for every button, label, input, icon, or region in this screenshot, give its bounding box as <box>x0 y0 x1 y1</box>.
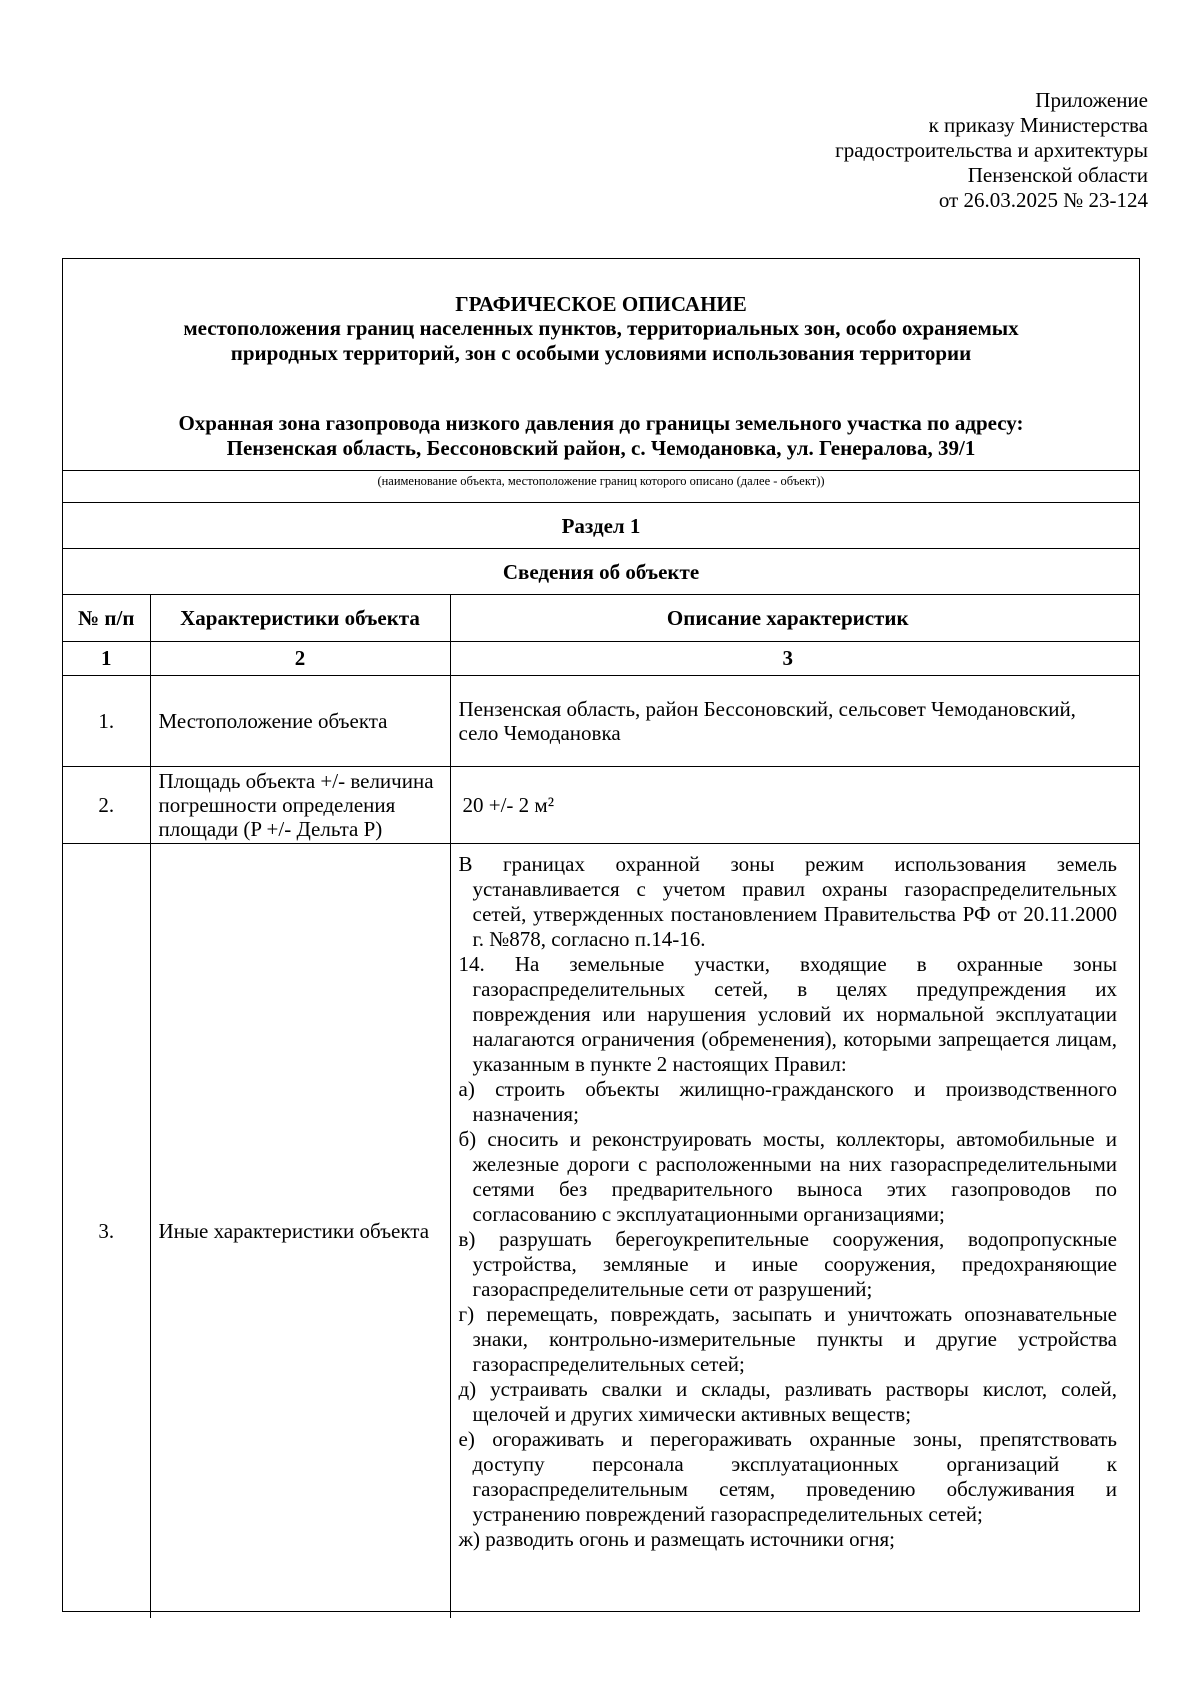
row-number: 3. <box>63 843 150 1618</box>
table-row <box>63 675 1139 766</box>
description-paragraph: г) перемещать, повреждать, засыпать и уничтожать опознавательные знаки, контрольно-измерительные пункты и другие устройства газораспределительных сетей; <box>458 1301 1117 1376</box>
description-paragraph: д) устраивать свалки и склады, разливать растворы кислот, солей, щелочей и других химически активных веществ; <box>458 1376 1117 1426</box>
description-line: село Чемодановка <box>458 720 621 745</box>
row-characteristic <box>150 766 450 843</box>
object-info-table <box>63 595 1139 1618</box>
column-header: Описание характеристик <box>450 595 1139 641</box>
row-description <box>450 675 1139 766</box>
row-number: 2. <box>63 766 150 843</box>
row-number: 1. <box>63 675 150 766</box>
description-paragraph: 14. На земельные участки, входящие в охранные зоны газораспределительных сетей, в целях предупреждения их повреждения или нарушения условий их нормальной эксплуатации налагаются ограничения (обременения), которыми запрещается лицам, указанным в пункте 2 настоящих Правил: <box>458 951 1117 1076</box>
appendix-line: Пензенской области <box>967 163 1148 187</box>
header-block <box>63 259 1139 470</box>
column-number: 1 <box>63 641 150 675</box>
characteristic-line: Площадь объекта +/- величина <box>158 768 434 793</box>
object-name-line: Охранная зона газопровода низкого давления до границы земельного участка по адресу: <box>178 411 1024 435</box>
appendix-line: к приказу Министерства <box>928 113 1148 137</box>
description-paragraph: е) огораживать и перегораживать охранные зоны, препятствовать доступу персонала эксплуатационных организаций к газораспределительным сетям, проведению обслуживания и устранению повреждений газораспределительных сетей; <box>458 1426 1117 1526</box>
appendix-line: от 26.03.2025 № 23-124 <box>938 188 1148 212</box>
column-number: 2 <box>150 641 450 675</box>
column-header: № п/п <box>63 595 150 641</box>
subtitle-line: природных территорий, зон с особыми условиями использования территории <box>230 341 972 365</box>
appendix-line: Приложение <box>1035 88 1148 112</box>
document-title: ГРАФИЧЕСКОЕ ОПИСАНИЕ <box>455 292 747 316</box>
row-description: 20 +/- 2 м² <box>450 766 1139 843</box>
appendix-block <box>835 88 1148 213</box>
section-title: Сведения об объекте <box>63 549 1139 595</box>
table-header-row <box>63 595 1139 641</box>
column-header: Характеристики объекта <box>150 595 450 641</box>
row-description <box>450 843 1139 1618</box>
description-paragraph: а) строить объекты жилищно-гражданского и производственного назначения; <box>458 1076 1117 1126</box>
column-number-row <box>63 641 1139 675</box>
table-row <box>63 766 1139 843</box>
object-caption: (наименование объекта, местоположение границ которого описано (далее - объект)) <box>63 470 1139 503</box>
document-subtitle <box>63 316 1139 366</box>
object-name <box>63 411 1139 461</box>
description-paragraph: ж) разводить огонь и размещать источники огня; <box>458 1526 895 1551</box>
characteristic-line: площади (P +/- Дельта P) <box>158 816 383 841</box>
appendix-line: градостроительства и архитектуры <box>835 138 1148 162</box>
row-characteristic: Местоположение объекта <box>150 675 450 766</box>
subtitle-line: местоположения границ населенных пунктов, территориальных зон, особо охраняемых <box>183 316 1019 340</box>
document-frame <box>62 258 1140 1612</box>
table-row <box>63 843 1139 1618</box>
description-line: Пензенская область, район Бессоновский, сельсовет Чемодановский, <box>458 696 1076 721</box>
column-number: 3 <box>450 641 1139 675</box>
characteristic-line: погрешности определения <box>158 792 396 817</box>
section-label: Раздел 1 <box>63 503 1139 549</box>
description-paragraph: б) сносить и реконструировать мосты, коллекторы, автомобильные и железные дороги с расположенными на них газораспределительными сетями без предварительного выноса этих газопроводов по согласованию с эксплуатационными организациями; <box>458 1126 1117 1226</box>
row-characteristic: Иные характеристики объекта <box>150 843 450 1618</box>
description-paragraph: В границах охранной зоны режим использования земель устанавливается с учетом правил охраны газораспределительных сетей, утвержденных постановлением Правительства РФ от 20.11.2000 г. №878, согласно п.14-16. <box>458 851 1117 951</box>
object-name-line: Пензенская область, Бессоновский район, с. Чемодановка, ул. Генералова, 39/1 <box>226 436 976 460</box>
description-paragraph: в) разрушать берегоукрепительные сооружения, водопропускные устройства, земляные и иные сооружения, предохраняющие газораспределительные сети от разрушений; <box>458 1226 1117 1301</box>
